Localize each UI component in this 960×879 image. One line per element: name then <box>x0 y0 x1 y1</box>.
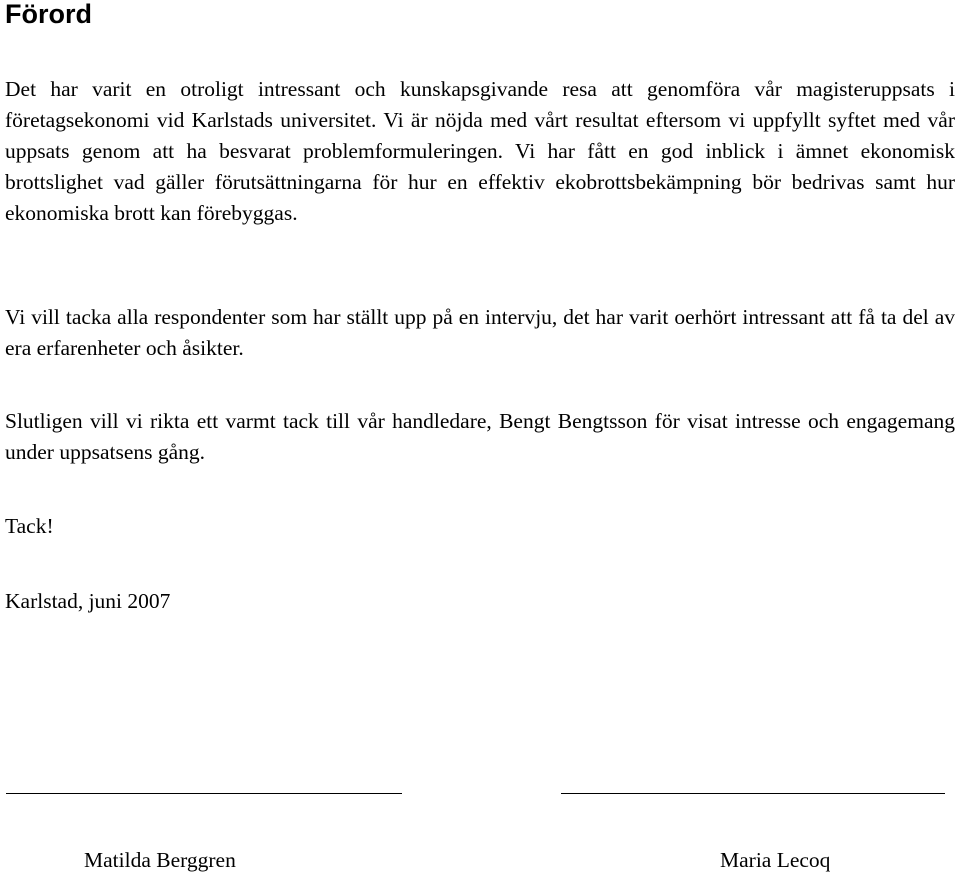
place-and-date: Karlstad, juni 2007 <box>5 589 171 613</box>
signature-name-right: Maria Lecoq <box>720 848 831 872</box>
document-title: Förord <box>5 0 92 29</box>
closing-thanks: Tack! <box>5 514 54 538</box>
signature-line-left <box>6 793 402 794</box>
signature-line-right <box>561 793 945 794</box>
paragraph-supervisor: Slutligen vill vi rikta ett varmt tack till vår handledare, Bengt Bengtsson för visat intresse och engagemang under uppsatsens gång. <box>5 409 955 464</box>
signature-name-left: Matilda Berggren <box>84 848 236 872</box>
paragraph-respondents: Vi vill tacka alla respondenter som har ställt upp på en intervju, det har varit oerhört intressant att få ta del av era erfarenheter och åsikter. <box>5 305 955 360</box>
paragraph-intro: Det har varit en otroligt intressant och kunskapsgivande resa att genomföra vår magisteruppsats i företagsekonomi vid Karlstads universitet. Vi är nöjda med vårt resultat eftersom vi uppfyllt syftet med vår uppsats genom att ha besvarat problemformuleringen. Vi har fått en god inblick i ämnet ekonomisk brottslighet vad gäller förutsättningarna för hur en effektiv ekobrottsbekämpning bör bedrivas samt hur ekonomiska brott kan förebyggas. <box>5 77 955 225</box>
